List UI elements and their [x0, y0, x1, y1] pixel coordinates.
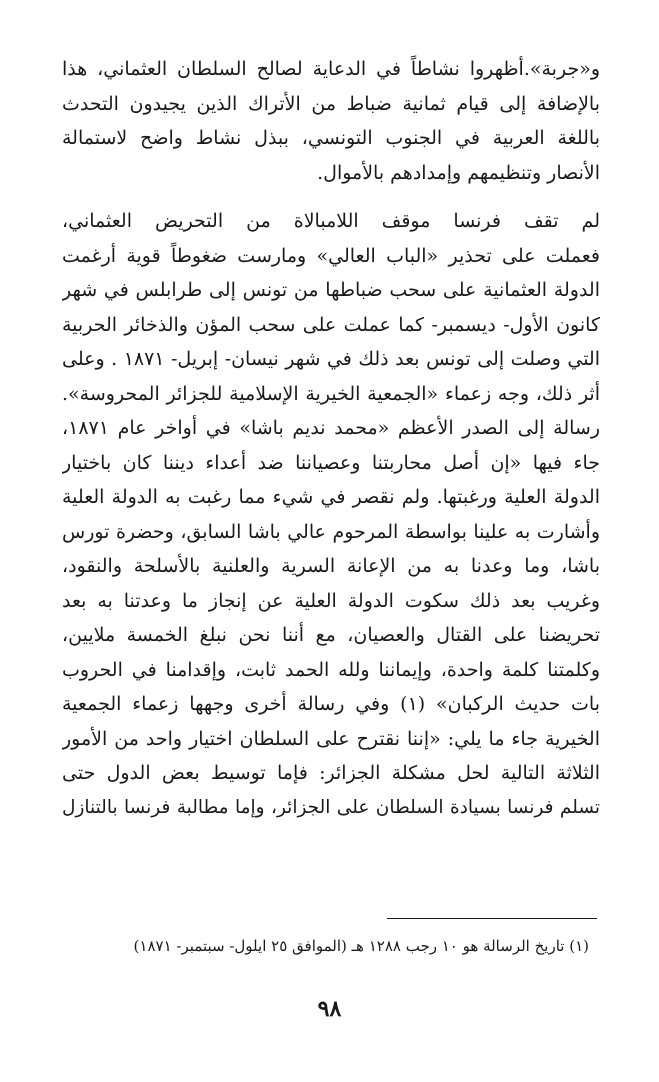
text-line: جاء فيها «إن أصل محاربتنا وعصياننا ضد أعداء ديننا كان باختيار [62, 451, 600, 474]
text-line: الدولة العثمانية على سحب ضباطها من تونس إلى طرابلس في شهر [62, 279, 600, 301]
text-line: فعملت على تحذير «الباب العالي» ومارست ضغوطاً قوية أرغمت [62, 244, 600, 267]
footnote: (١) تاريخ الرسالة هو ١٠ رجب ١٢٨٨ هـ (الموافق ٢٥ ايلول- سبتمبر- ١٨٧١) [133, 937, 589, 955]
text-line: بات حديث الركبان» (١) وفي رسالة أخرى وجهها زعماء الجمعية [62, 693, 600, 715]
text-line: بالإضافة إلى قيام ثمانية ضباط من الأتراك الذين يجيدون التحدث [62, 92, 600, 115]
text-line: رسالة إلى الصدر الأعظم «محمد نديم باشا» في أواخر عام ١٨٧١، [62, 417, 600, 439]
text-line: و«جربة».أظهروا نشاطاً في الدعاية لصالح السلطان العثماني، هذا [62, 58, 600, 80]
text-line: لم تقف فرنسا موقف اللامبالاة من التحريض العثماني، [62, 210, 600, 232]
book-page-body [62, 52, 600, 825]
footnote-separator [387, 918, 597, 919]
paragraph-spacer [62, 190, 600, 204]
paragraph-1 [62, 52, 600, 190]
text-line: الثلاثة التالية لحل مشكلة الجزائر: فإما توسيط بعض الدول حتى [62, 762, 600, 784]
paragraph-2 [62, 204, 600, 825]
text-line: تحريضنا على القتال والعصيان، مع أننا نحن نبلغ الخمسة ملايين، [62, 624, 600, 646]
text-line: باللغة العربية في الجنوب التونسي، ببذل نشاط واضح لاستمالة [62, 127, 600, 149]
text-line: الأنصار وتنظيمهم وإمدادهم بالأموال. [317, 161, 600, 184]
text-line: أثر ذلك، وجه زعماء «الجمعية الخيرية الإسلامية للجزائر المحروسة». [62, 382, 600, 405]
text-line: وأشارت به علينا بواسطة المرحوم عالي باشا السابق، وحضرة تورس [62, 520, 600, 543]
text-line: تسلم فرنسا بسيادة السلطان على الجزائر، وإما مطالبة فرنسا بالتنازل [62, 796, 600, 818]
text-line: الخيرية جاء ما يلي: «إننا نقترح على السلطان اختيار واحد من الأمور [62, 727, 600, 750]
text-line: كانون الأول- ديسمبر- كما عملت على سحب المؤن والذخائر الحربية [62, 313, 600, 336]
text-line: الدولة العلية ورغبتها. ولم نقصر في شيء مما رغبت به الدولة العلية [62, 486, 600, 508]
text-line: التي وصلت إلى تونس بعد ذلك في شهر نيسان- إبريل- ١٨٧١ . وعلى [62, 348, 600, 370]
text-line: وغريب بعد ذلك سكوت الدولة العلية عن إنجاز ما وعدتنا به بعد [62, 589, 600, 612]
text-line: وكلمتنا كلمة واحدة، وإيماننا ولله الحمد ثابت، وإقدامنا في الحروب [62, 658, 600, 681]
page-number: ٩٨ [317, 996, 342, 1022]
text-line: باشا، وما وعدنا به من الإعانة السرية والعلنية بالأسلحة والنقود، [62, 555, 600, 577]
